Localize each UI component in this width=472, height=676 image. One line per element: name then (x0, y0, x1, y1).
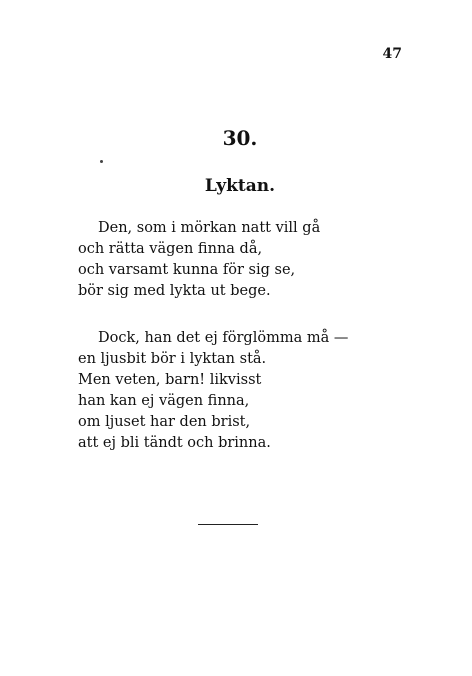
ink-speck (100, 160, 103, 163)
poem-line: och varsamt kunna för sig se, (78, 262, 296, 278)
poem-line: att ej bli tändt och brinna. (78, 435, 271, 451)
poem-line: bör sig med lykta ut bege. (78, 283, 271, 299)
poem-title: Lyktan. (204, 176, 276, 196)
poem-line: och rätta vägen finna då, (78, 241, 263, 257)
poem-line: Men veten, barn! likvisst (78, 372, 262, 388)
poem-number: 30. (222, 126, 258, 150)
poem-line: Dock, han det ej förglömma må — (98, 330, 349, 346)
page-number: 47 (382, 46, 402, 62)
poem-line: en ljusbit bör i lyktan stå. (78, 351, 267, 367)
divider-rule (198, 524, 258, 525)
poem-line: han kan ej vägen finna, (78, 393, 250, 409)
poem-line: Den, som i mörkan natt vill gå (98, 220, 321, 236)
poem-line: om ljuset har den brist, (78, 414, 251, 430)
